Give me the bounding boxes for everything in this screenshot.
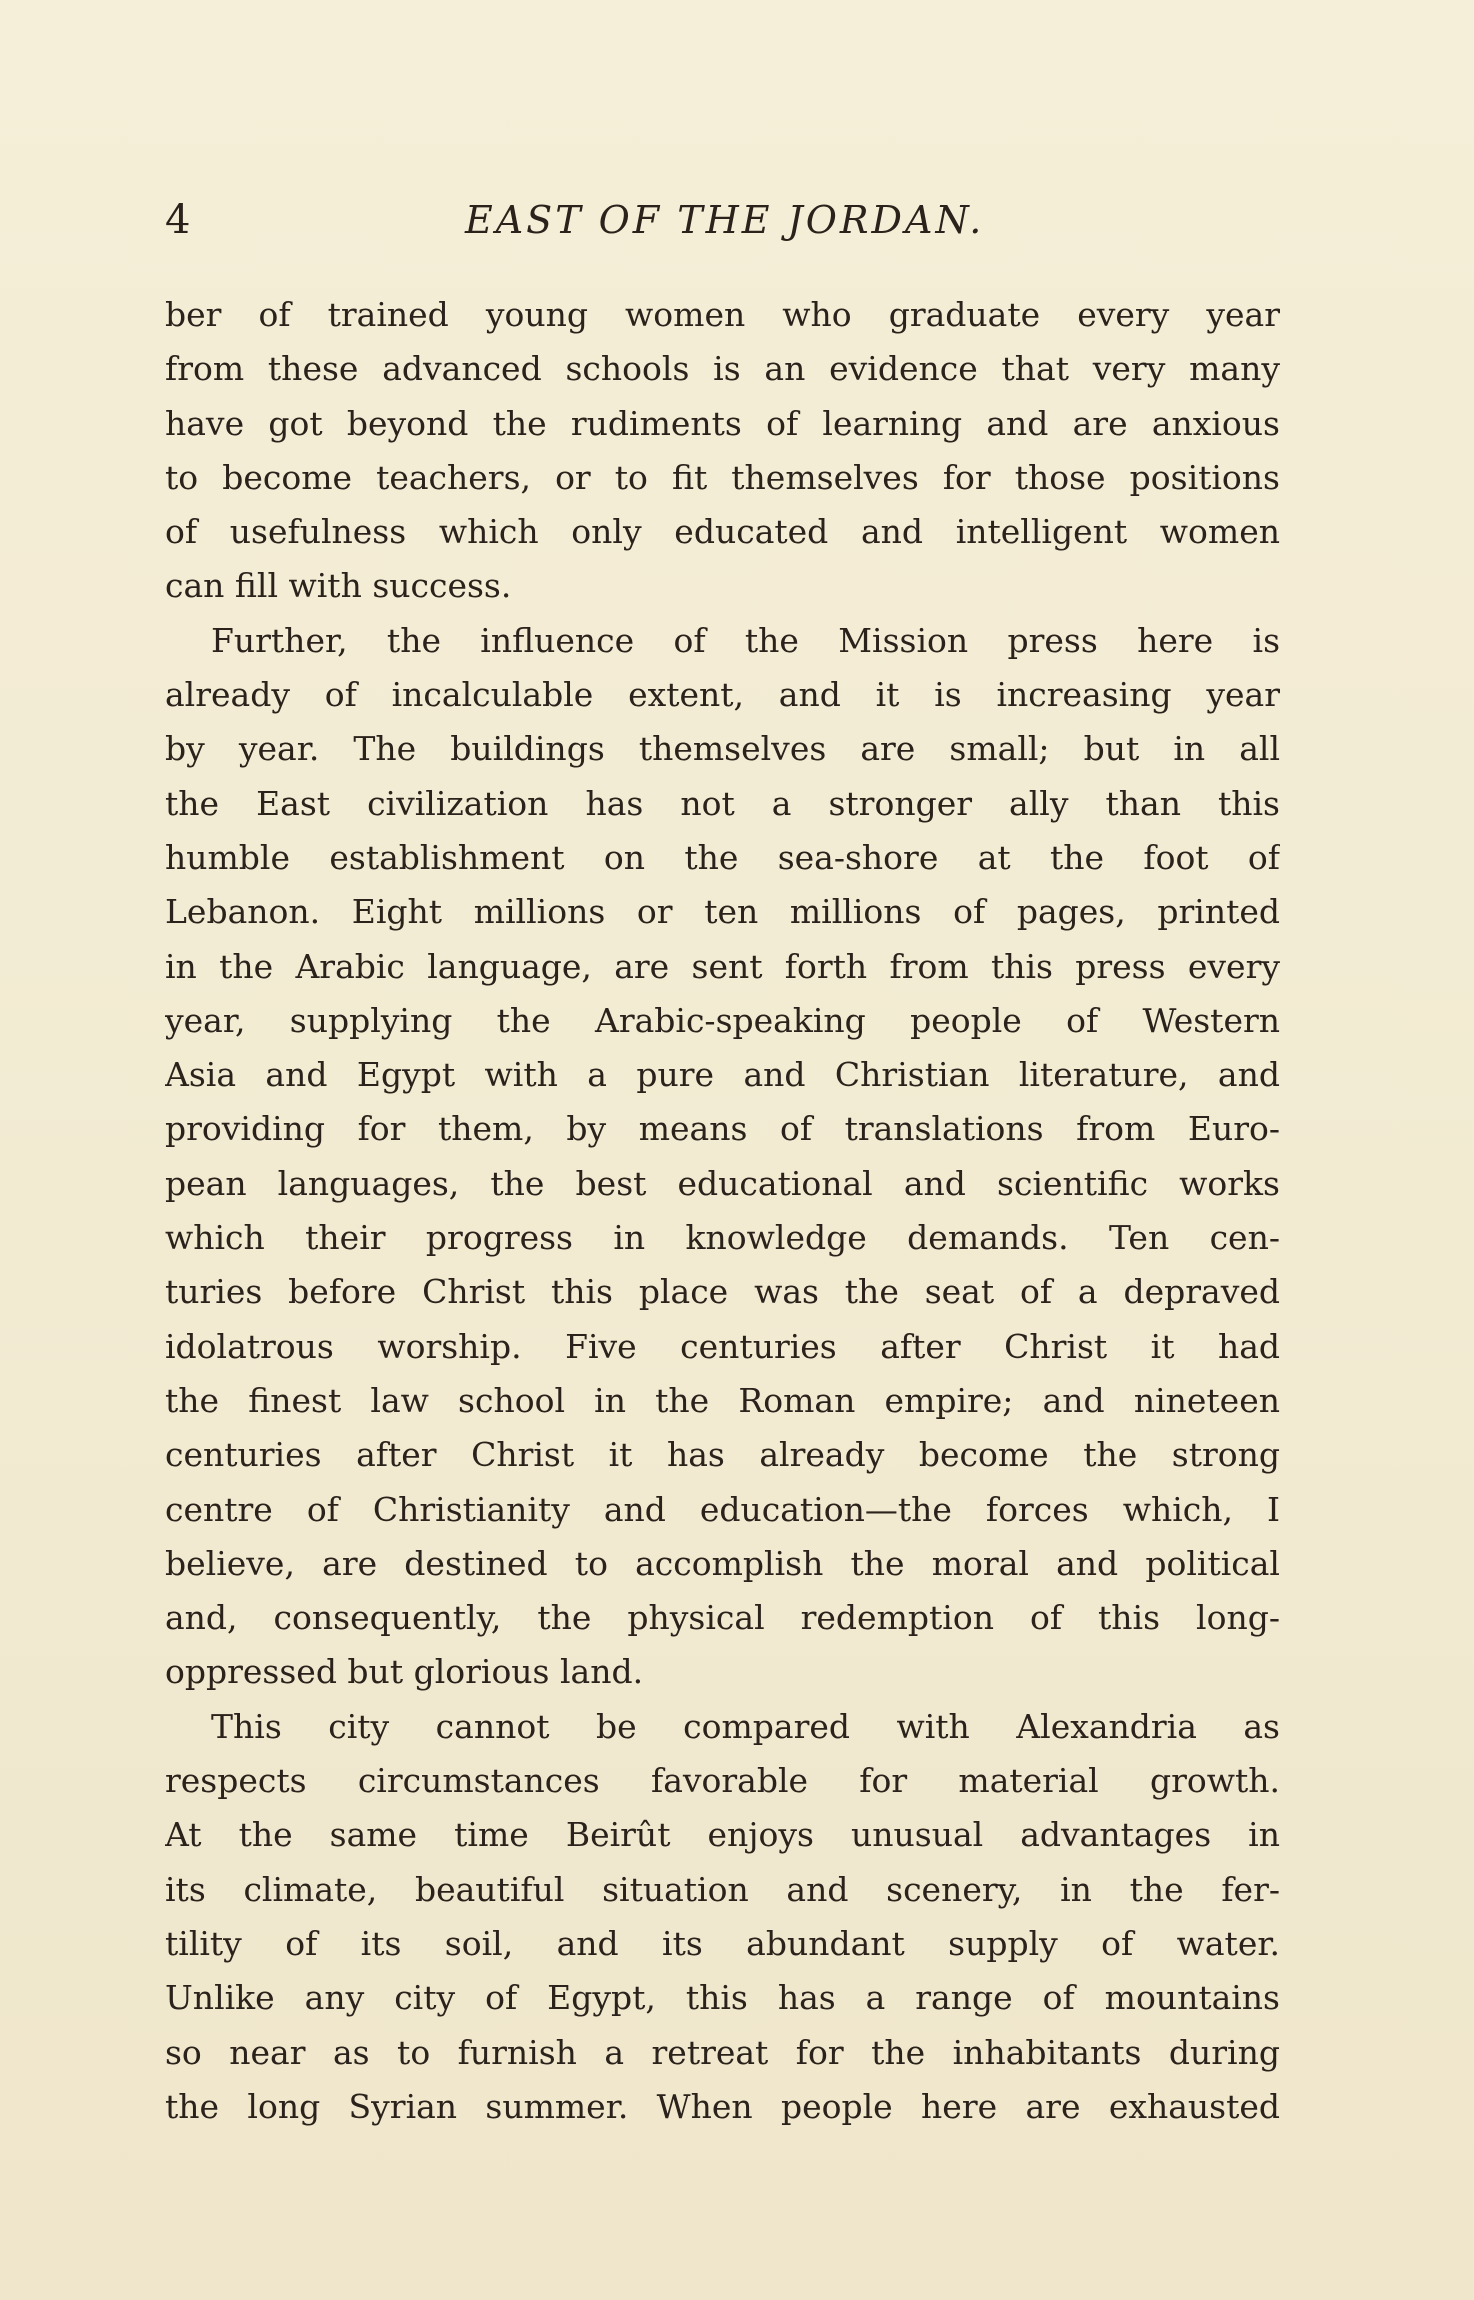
text-line: At the same time Beirût enjoys unusual advantages in bbox=[165, 1815, 1280, 1855]
text-line: providing for them, by means of translations from Euro- bbox=[165, 1109, 1280, 1149]
text-line: the East civilization has not a stronger ally than this bbox=[165, 783, 1280, 823]
text-line: centuries after Christ it has already become the strong bbox=[165, 1435, 1280, 1475]
text-line: pean languages, the best educational and scientific works bbox=[165, 1163, 1280, 1203]
text-line: the finest law school in the Roman empire; and nineteen bbox=[165, 1380, 1280, 1420]
text-line: and, consequently, the physical redemption of this long- bbox=[165, 1598, 1280, 1638]
text-line: can fill with success. bbox=[165, 566, 512, 606]
paragraph-start-line: This city cannot be compared with Alexandria as bbox=[211, 1706, 1280, 1746]
text-line: to become teachers, or to fit themselves for those positions bbox=[165, 457, 1280, 497]
text-line: in the Arabic language, are sent forth from this press every bbox=[165, 946, 1280, 986]
text-line: believe, are destined to accomplish the moral and political bbox=[165, 1543, 1280, 1583]
text-line: the long Syrian summer. When people here are exhausted bbox=[165, 2086, 1280, 2126]
text-line: Asia and Egypt with a pure and Christian literature, and bbox=[165, 1055, 1280, 1095]
page-number: 4 bbox=[165, 197, 191, 243]
text-line: its climate, beautiful situation and scenery, in the fer- bbox=[165, 1869, 1280, 1909]
text-line: Lebanon. Eight millions or ten millions of pages, printed bbox=[165, 892, 1280, 932]
page-header bbox=[165, 190, 1285, 250]
text-line: Unlike any city of Egypt, this has a range of mountains bbox=[165, 1978, 1280, 2018]
text-line: from these advanced schools is an evidence that very many bbox=[165, 349, 1280, 389]
text-line: of usefulness which only educated and intelligent women bbox=[165, 512, 1280, 552]
text-line: ber of trained young women who graduate every year bbox=[165, 295, 1280, 334]
text-line: humble establishment on the sea-shore at the foot of bbox=[165, 837, 1280, 877]
text-line: idolatrous worship. Five centuries after Christ it had bbox=[165, 1326, 1280, 1366]
paragraph-start-line: Further, the influence of the Mission press here is bbox=[211, 620, 1280, 660]
text-line: by year. The buildings themselves are small; but in all bbox=[165, 729, 1280, 769]
text-line: so near as to furnish a retreat for the inhabitants during bbox=[165, 2032, 1280, 2072]
text-line: year, supplying the Arabic-speaking people of Western bbox=[165, 1000, 1280, 1040]
text-line: tility of its soil, and its abundant supply of water. bbox=[165, 1923, 1280, 1963]
text-line: oppressed but glorious land. bbox=[165, 1652, 644, 1692]
body-text bbox=[165, 288, 1280, 2134]
running-title: EAST OF THE JORDAN. bbox=[465, 198, 985, 242]
text-line: turies before Christ this place was the seat of a depraved bbox=[165, 1272, 1280, 1312]
text-line: already of incalculable extent, and it is increasing year bbox=[165, 675, 1280, 715]
text-line: respects circumstances favorable for material growth. bbox=[165, 1761, 1280, 1801]
text-line: which their progress in knowledge demands. Ten cen- bbox=[165, 1218, 1280, 1258]
text-line: have got beyond the rudiments of learning and are anxious bbox=[165, 403, 1280, 443]
text-line: centre of Christianity and education—the forces which, I bbox=[165, 1489, 1280, 1529]
